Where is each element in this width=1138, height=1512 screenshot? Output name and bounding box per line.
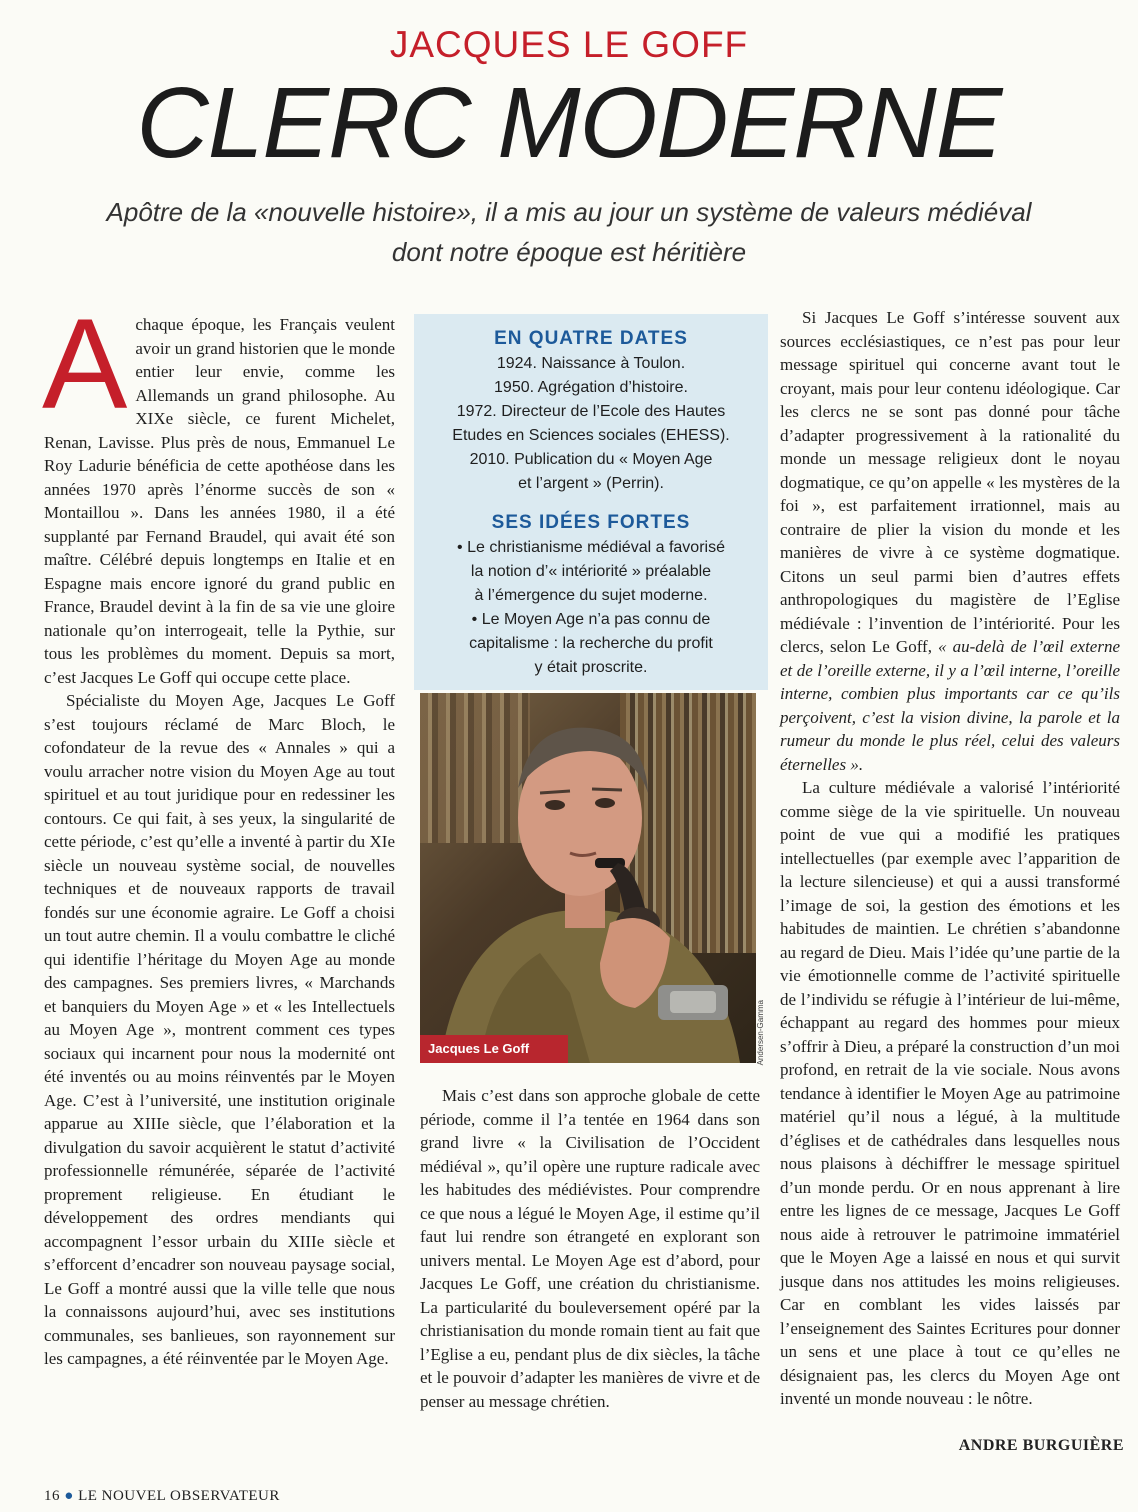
col3-quote: « au-delà de l’œil externe et de l’oreille externe, il y a l’œil interne, l’oreille interne, combien plus importants car ce qu’ils perçoivent, c’est la vision divine, la parole et la rumeur du monde le plus réel, celui des valeurs éternelles ».	[780, 637, 1121, 774]
box-heading-ideas: SES IDÉES FORTES	[491, 512, 691, 533]
idea-line: • Le christianisme médiéval a favorisé	[457, 539, 725, 556]
idea-line: à l’émergence du sujet moderne.	[474, 587, 708, 604]
author-signature: ANDRE BURGUIÈRE	[958, 1437, 1124, 1454]
date-item: 2010. Publication du « Moyen Age	[469, 451, 713, 468]
column-2	[420, 1084, 760, 1413]
col1-paragraph-2: Spécialiste du Moyen Age, Jacques Le Goff s’est toujours réclamé de Marc Bloch, le cofondateur de la revue des « Annales » qui a voulu arracher notre vision du Moyen Age au tout spirituel et au tout juridique pour en redessiner les contours. Ce qui fait, à ses yeux, la singularité de cette période, c’est qu’elle a inventé à partir du XIe siècle un nouveau système social, de nouvelles techniques et de nouveaux rapports de travail fondés sur une économie agraire. Le Goff a choisi un tout autre chemin. Il a voulu combattre le cliché qui identifie l’héritage du Moyen Age au monde des campagnes. Ses premiers livres, « Marchands et banquiers du Moyen Age » et « les Intellectuels au Moyen Age », montrent comment ces types sociaux qui incarnent pour nous la modernité ont été inventés ou au moins réinventés par le Moyen Age. C’est à l’université, une institution originale apparue au XIIIe siècle, que l’élaboration et la divulgation du savoir acquièrent le statut d’activité professionnelle rémunérée, séparée de l’activité proprement religieuse. En étudiant le développement des ordres mendiants qui accompagnent l’essor urbain du XIIIe siècle et s’efforcent d’encadrer son nouveau paysage social, Le Goff a montré aussi que la ville telle que nous la connaissons aujourd’hui, avec ses institutions communales, ses banlieues, son rayonnement sur les campagnes, a été réinventée par le Moyen Age.	[44, 691, 395, 1368]
box-heading-dates: EN QUATRE DATES	[494, 328, 688, 349]
portrait-illustration	[420, 693, 756, 1063]
article-headline: CLERC MODERNE	[136, 67, 1002, 179]
page-footer	[44, 1488, 280, 1505]
date-item: et l’argent » (Perrin).	[518, 475, 664, 492]
idea-line: la notion d’« intériorité » préalable	[470, 563, 712, 580]
portrait-photo	[420, 693, 756, 1063]
drop-cap: A	[42, 293, 128, 436]
col3-paragraph-1	[780, 306, 1120, 776]
date-item: 1924. Naissance à Toulon.	[496, 355, 686, 372]
date-item: 1950. Agrégation d’histoire.	[494, 379, 688, 396]
col3-paragraph-2: La culture médiévale a valorisé l’intériorité comme siège de la vie spirituelle. Un nouveau point de vue qui a modifié les pratiques intellectuelles (par exemple avec l’apparition de la lecture silencieuse) et qui a aussi transformé l’image de soi, la gestion des émotions et les habitudes de maintien. Le chrétien s’abandonne au regard de Dieu. Mais l’idée qu’une partie de la vie émotionnelle comme de l’activité spirituelle de l’individu se réfugie à l’intérieur de lui-même, échappant au regard des hommes pour mieux s’offrir à Dieu, a préparé la construction d’un moi profond, en retrait de la vie sociale. Nous avons tendance à identifier le Moyen Age au patrimoine matériel qu’il nous a légué, à la multitude d’églises et de cathédrales dans lesquelles nous nous plaisons à déchiffrer le message spirituel d’un monde perdu. Or en nous apprenant à lire entre les lignes de ce message, Jacques Le Goff nous aide à retrouver le patrimoine immatériel que le Moyen Age a laissé en nous et qui survit jusque dans nos attitudes les moins religieuses. Car en comblant les vides laissés par l’enseignement des Saintes Ecritures pour donner un sens et une place à tout ce qu’elles ne désignaient pas, les clercs du Moyen Age ont inventé un monde nouveau : le nôtre.	[780, 778, 1120, 1408]
bullet-icon: ●	[64, 1488, 74, 1504]
date-item: 1972. Directeur de l’Ecole des Hautes	[456, 403, 726, 420]
col1-paragraph-1-text: chaque époque, les Français veulent avoir un grand historien que le monde entier leur envie, comme les Allemands un grand philosophe. Au XIXe siècle, ce furent Michelet, Renan, Lavisse. Plus près de nous, Emmanuel Le Roy Ladurie bénéficia de cette apothéose dans les années 1970 après l’énorme succès de son « Montaillou ». Dans les années 1980, il a été supplanté par Fernand Braudel, qui avait été son maître. Célébré depuis longtemps en Italie et en Espagne mais encore ignoré du grand public en France, Braudel devint à la fin de sa vie une gloire nationale qu’on interrogeait, telle la Pythie, sur tous les problèmes du moment. Depuis sa mort, c’est Jacques Le Goff qui occupe cette place.	[44, 315, 395, 687]
publication-name: LE NOUVEL OBSERVATEUR	[78, 1488, 280, 1504]
sidebar-box	[414, 314, 768, 690]
standfirst-line-1: Apôtre de la «nouvelle histoire», il a mis au jour un système de valeurs médiéval	[106, 197, 1032, 227]
ideas-list	[414, 536, 768, 680]
col1-paragraph-1	[42, 293, 395, 689]
photo-credit: Andersen-Gamma	[756, 1000, 765, 1066]
page-number: 16	[44, 1488, 60, 1504]
article-kicker: JACQUES LE GOFF	[389, 24, 749, 65]
date-item: Etudes en Sciences sociales (EHESS).	[452, 427, 730, 444]
article-standfirst	[60, 192, 1078, 272]
standfirst-line-2: dont notre époque est héritière	[391, 237, 747, 267]
idea-line: • Le Moyen Age n’a pas connu de	[471, 611, 711, 628]
column-1	[42, 293, 395, 1371]
idea-line: y était proscrite.	[534, 659, 648, 676]
idea-line: capitalisme : la recherche du profit	[469, 635, 713, 652]
col3-paragraph-1-text: Si Jacques Le Goff s’intéresse souvent aux sources ecclésiastiques, ce n’est pas pour leur message spirituel qui concerne avant tout le croyant, mais pour leur contenu idéologique. Car les clercs ne se sont pas donné pour tâche d’adapter progressivement à la rationalité du monde un message religieux dont le noyau dogmatique, ce qu’on appelle « les mystères de la foi », est parfaitement irrationnel, mais au contraire de plier la vision du monde et les manières de vivre à ce système dogmatique. Citons un seul parmi bien d’autres effets anthropologiques du magistère de l’Eglise médiévale : l’invention de l’intériorité. Pour les clercs, selon Le Goff,	[780, 308, 1120, 656]
photo-caption: Jacques Le Goff	[420, 1035, 568, 1063]
column-3	[780, 306, 1120, 1411]
col2-paragraph-1: Mais c’est dans son approche globale de cette période, comme il l’a tentée en 1964 dans son grand livre « la Civilisation de l’Occident médiéval », qu’il opère une rupture radicale avec les habitudes des médiévistes. Pour comprendre ce que nous a légué le Moyen Age, il estime qu’il faut lui rendre son étrangeté en explorant son univers mental. Le Moyen Age est d’abord, pour Jacques Le Goff, une création du christianisme. La particularité du bouleversement opéré par la christianisation du monde romain tient au fait que l’Eglise a eu, pendant plus de dix siècles, la tâche et le pouvoir d’adapter les manières de vivre et de penser au message chrétien.	[420, 1086, 760, 1411]
dates-list	[414, 352, 768, 496]
